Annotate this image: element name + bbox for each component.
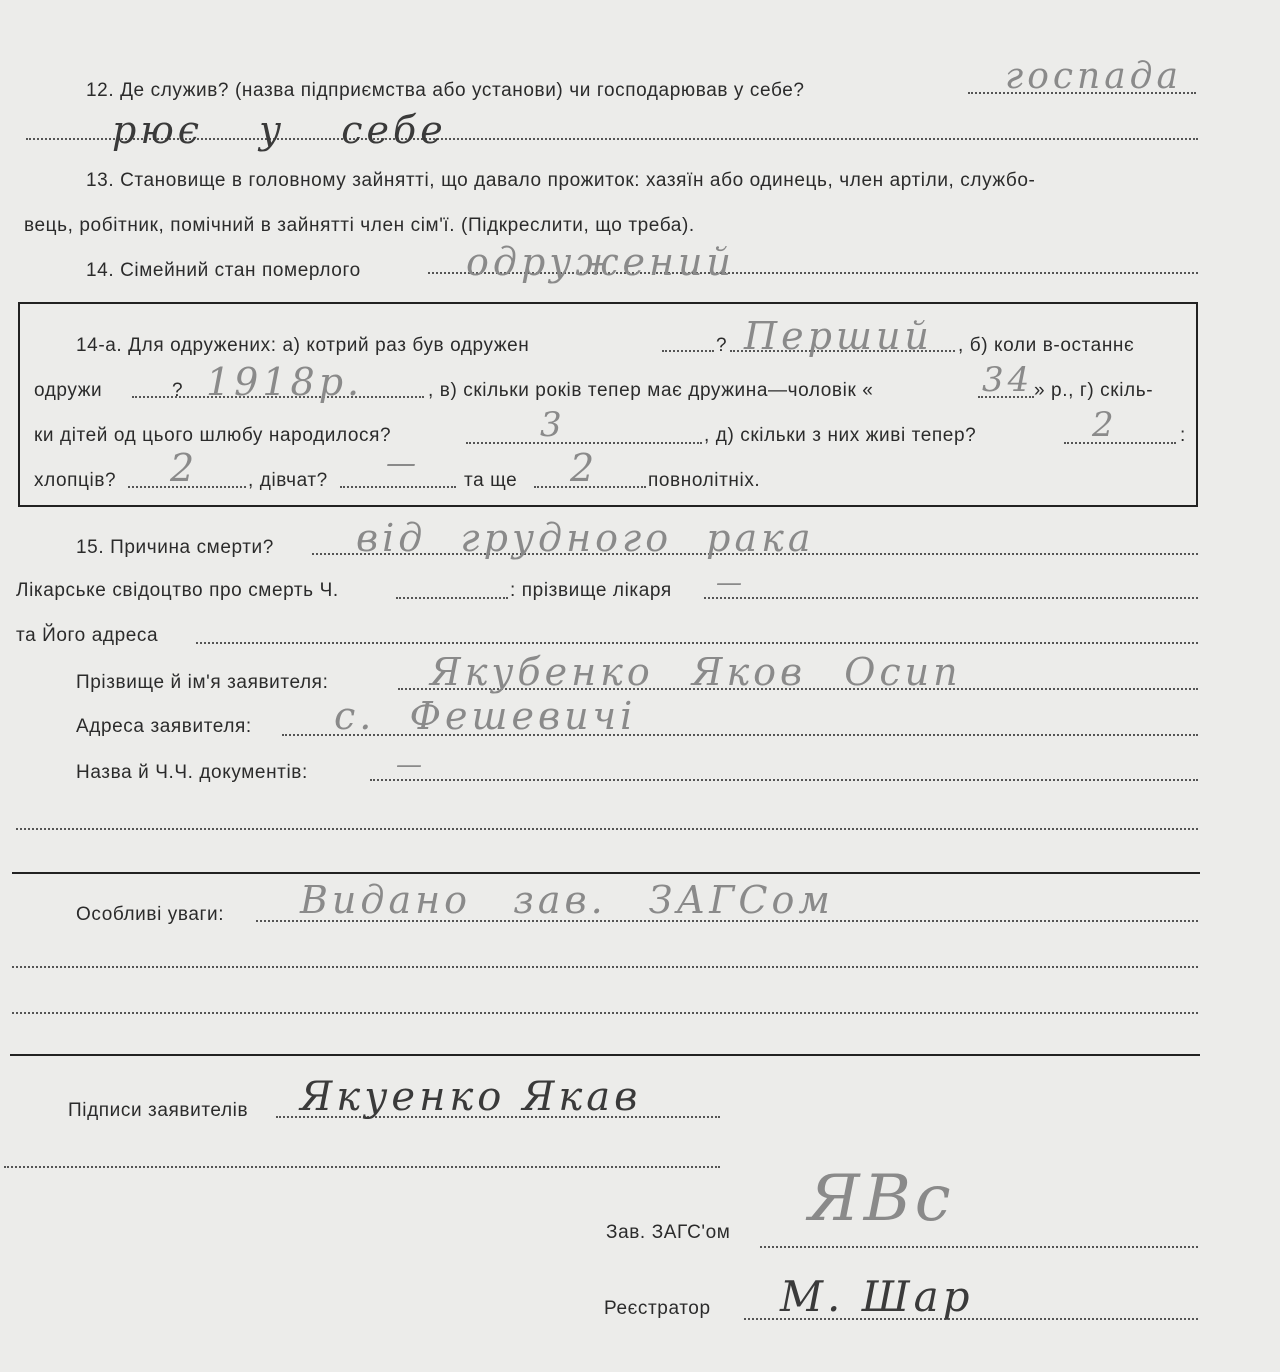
q12-value-line2: рює у себе [112, 108, 447, 152]
applicant-name-value: Якубенко Яков Осип [430, 650, 962, 694]
q14a-label-g: ки дітей од цього шлюбу народилося? [34, 425, 392, 446]
applicant-signature-label: Підписи заявителів [68, 1100, 249, 1121]
registrar-signature: М. Шар [780, 1272, 974, 1321]
doctor-surname-line [704, 597, 1198, 599]
q14a-value-boys: 2 [170, 446, 199, 490]
q14a-value-girls: — [386, 446, 420, 481]
applicant-docs-label: Назва й Ч.Ч. документів: [76, 762, 308, 783]
q14a-field-girls-line [340, 486, 456, 488]
notes-line2 [12, 966, 1198, 968]
q13-line1: 13. Становище в головному зайнятті, що давало прожиток: хазяїн або одинець, член артіли, службо- [86, 170, 1036, 191]
q14-label: 14. Сімейний стан померлого [86, 260, 361, 281]
q14a-label-v2: » р., г) скіль- [1034, 380, 1154, 401]
q15-label: 15. Причина смерти? [76, 537, 274, 558]
applicant-docs-value: — [396, 750, 426, 780]
applicant-address-value: с. Фешевичі [334, 694, 637, 738]
zags-head-line [760, 1246, 1198, 1248]
applicant-docs-line [370, 779, 1198, 781]
q13-line2: вець, робітник, помічний в зайнятті член сім'ї. (Підкреслити, що треба). [24, 215, 695, 236]
q14a-label-b: , б) коли в-останнє [958, 335, 1135, 356]
q14a-field-d-line [1064, 442, 1176, 444]
doctor-certificate-line [396, 597, 508, 599]
doctor-surname-label: : прізвище лікаря [510, 580, 672, 601]
applicant-address-label: Адреса заявителя: [76, 716, 252, 737]
q14-value: одружений [466, 240, 735, 284]
section-divider-1 [12, 872, 1200, 874]
q12-label: 12. Де служив? (назва підприємства або установи) чи господарював у себе? [86, 80, 805, 101]
applicant-signature-line2 [4, 1166, 720, 1168]
zags-head-label: Зав. ЗАГС'ом [606, 1222, 731, 1243]
q14a-question-mark-b: ? [172, 380, 184, 401]
q14a-label-boys: хлопців? [34, 470, 117, 491]
notes-value: Видано зав. ЗАГСом [300, 878, 834, 922]
doctor-address-line [196, 642, 1198, 644]
notes-label: Особливі уваги: [76, 904, 225, 925]
applicant-docs-line2 [16, 828, 1198, 830]
q14a-label-more: та ще [464, 470, 518, 491]
q14a-label-a: 14-а. Для одружених: а) котрий раз був одружен [76, 335, 530, 356]
q15-value: від грудного рака [356, 516, 815, 560]
q14a-value-b: 1918р. [206, 360, 364, 404]
q14a-colon: : [1180, 425, 1186, 446]
applicant-signature: Якуенко Якав [300, 1074, 642, 1120]
doctor-certificate-label: Лікарське свідоцтво про смерть Ч. [16, 580, 339, 601]
registrar-label: Реєстратор [604, 1298, 711, 1319]
q12-value-line1: госпада [1005, 56, 1182, 97]
q14a-label-adult: повнолітніх. [648, 470, 761, 491]
q14a-label-b2: одружи [34, 380, 103, 401]
doctor-address-label: та Його адреса [16, 625, 159, 646]
q14a-value-a: Перший [744, 314, 933, 358]
q14a-value-g: 3 [540, 405, 566, 445]
q14a-label-d: , д) скільки з них живі тепер? [704, 425, 977, 446]
q14a-value-v: 34 [982, 360, 1034, 400]
applicant-name-label: Прізвище й ім'я заявителя: [76, 672, 329, 693]
q14a-value-more: 2 [570, 446, 599, 490]
q14a-question-mark: ? [716, 335, 728, 356]
q14a-field-g-line [466, 442, 702, 444]
q14a-label-v: , в) скільки років тепер має дружина—чоловік « [428, 380, 874, 401]
q14a-label-girls: , дівчат? [248, 470, 328, 491]
doctor-surname-value: — [716, 568, 746, 598]
q14a-field-a-line1 [662, 350, 714, 352]
q14a-value-d: 2 [1092, 405, 1118, 445]
notes-line3 [12, 1012, 1198, 1014]
zags-head-signature: ЯВс [808, 1162, 955, 1236]
section-divider-2 [10, 1054, 1200, 1056]
